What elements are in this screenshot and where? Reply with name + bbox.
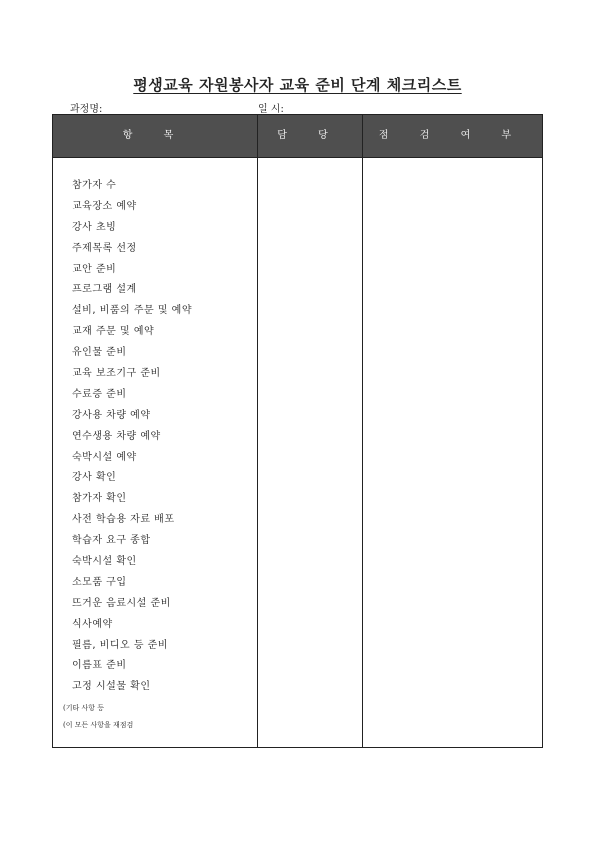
checklist-item: 이름표 준비 bbox=[72, 660, 127, 672]
checklist-item: 교안 준비 bbox=[72, 263, 117, 275]
checklist-item: 학습자 요구 종합 bbox=[72, 535, 151, 547]
document-title bbox=[0, 74, 595, 95]
header-assignee: 담 당 bbox=[277, 130, 342, 141]
checklist-item: 필름, 비디오 등 준비 bbox=[72, 639, 168, 651]
checklist-item: 뜨거운 음료시설 준비 bbox=[72, 597, 171, 609]
checklist-item: 강사용 차량 예약 bbox=[72, 409, 151, 421]
checklist-item: 연수생용 차량 예약 bbox=[72, 430, 161, 442]
note-other-items: (기타 사항 등 bbox=[63, 704, 104, 712]
checklist-item: 유인물 준비 bbox=[72, 347, 127, 359]
header-check-status: 점 검 여 부 bbox=[378, 130, 526, 141]
checklist-item: 참가자 확인 bbox=[72, 493, 127, 505]
checklist-item: 설비, 비품의 주문 및 예약 bbox=[72, 305, 192, 317]
column-divider bbox=[362, 115, 363, 747]
header-item: 항 목 bbox=[122, 130, 188, 141]
checklist-item: 교육 보조기구 준비 bbox=[72, 368, 161, 380]
checklist-item: 교재 주문 및 예약 bbox=[72, 326, 155, 338]
checklist-item: 식사예약 bbox=[72, 618, 113, 630]
checklist-item: 사전 학습용 자료 배포 bbox=[72, 514, 175, 526]
checklist-item: 소모품 구입 bbox=[72, 576, 127, 588]
table-header bbox=[53, 115, 542, 158]
column-divider bbox=[257, 115, 258, 747]
checklist-item: 숙박시설 예약 bbox=[72, 451, 137, 463]
course-name-label: 과정명: bbox=[70, 104, 103, 115]
checklist-item: 교육장소 예약 bbox=[72, 200, 137, 212]
checklist-table bbox=[52, 114, 543, 748]
checklist-items bbox=[72, 178, 192, 700]
checklist-item: 프로그램 설계 bbox=[72, 284, 137, 296]
checklist-item: 강사 초빙 bbox=[72, 221, 117, 233]
note-recheck-all: (이 모든 사항을 재점검 bbox=[63, 721, 134, 729]
checklist-item: 고정 시설물 확인 bbox=[72, 681, 151, 693]
document-title-text: 평생교육 자원봉사자 교육 준비 단계 체크리스트 bbox=[133, 76, 462, 94]
checklist-item: 주제목록 선정 bbox=[72, 242, 137, 254]
checklist-item: 수료증 준비 bbox=[72, 388, 127, 400]
checklist-item: 강사 확인 bbox=[72, 472, 117, 484]
checklist-item: 숙박시설 확인 bbox=[72, 556, 137, 568]
checklist-notes bbox=[63, 703, 133, 737]
checklist-item: 참가자 수 bbox=[72, 180, 117, 191]
date-label: 일 시: bbox=[258, 104, 284, 115]
